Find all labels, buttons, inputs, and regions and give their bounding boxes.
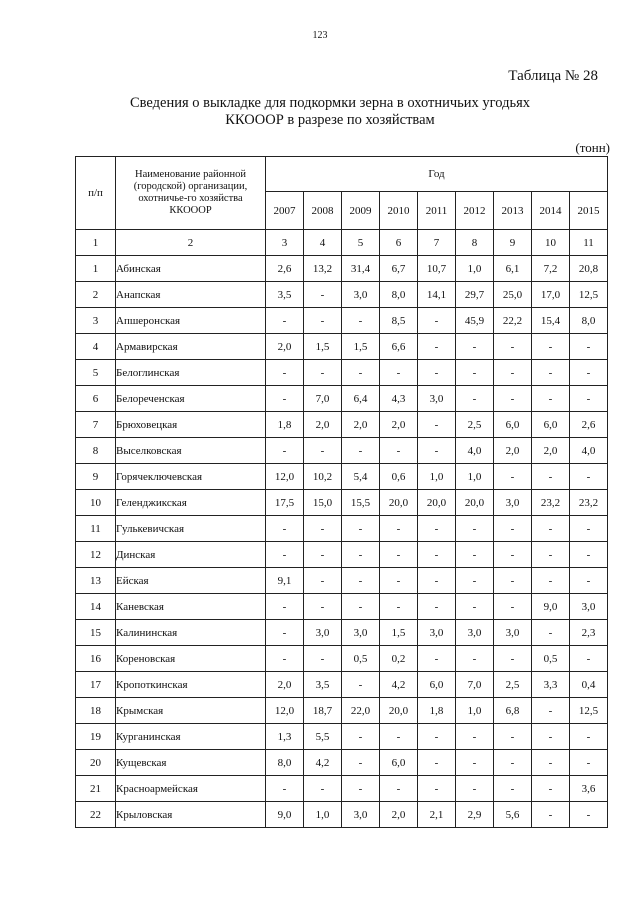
value-cell: - xyxy=(380,516,418,542)
header-name: Наименование районной (городской) организации, охотничье-го хозяйства ККОООР xyxy=(116,157,266,230)
row-name-cell: Динская xyxy=(116,542,266,568)
table-row xyxy=(76,464,608,490)
value-cell: - xyxy=(570,750,608,776)
row-number-cell: 21 xyxy=(76,776,116,802)
value-cell: 6,0 xyxy=(418,672,456,698)
row-name-cell: Кущевская xyxy=(116,750,266,776)
value-cell: - xyxy=(418,542,456,568)
value-cell: - xyxy=(342,308,380,334)
value-cell: 12,0 xyxy=(266,464,304,490)
value-cell: 3,5 xyxy=(266,282,304,308)
value-cell: - xyxy=(532,386,570,412)
value-cell: - xyxy=(380,360,418,386)
value-cell: 2,6 xyxy=(266,256,304,282)
row-number-cell: 11 xyxy=(76,516,116,542)
value-cell: - xyxy=(266,594,304,620)
table-row xyxy=(76,490,608,516)
page-number: 123 xyxy=(312,30,328,41)
table-row xyxy=(76,334,608,360)
value-cell: - xyxy=(418,334,456,360)
value-cell: - xyxy=(380,438,418,464)
value-cell: 1,0 xyxy=(456,464,494,490)
data-table xyxy=(75,156,608,828)
value-cell: - xyxy=(304,308,342,334)
value-cell: - xyxy=(570,334,608,360)
row-name-cell: Крыловская xyxy=(116,802,266,828)
value-cell: - xyxy=(570,646,608,672)
row-number-cell: 13 xyxy=(76,568,116,594)
value-cell: 2,3 xyxy=(570,620,608,646)
value-cell: - xyxy=(304,646,342,672)
value-cell: 12,0 xyxy=(266,698,304,724)
value-cell: - xyxy=(342,542,380,568)
value-cell: 6,0 xyxy=(380,750,418,776)
value-cell: - xyxy=(304,438,342,464)
value-cell: 1,3 xyxy=(266,724,304,750)
value-cell: - xyxy=(494,360,532,386)
header-year-2009: 2009 xyxy=(342,192,380,230)
value-cell: 15,5 xyxy=(342,490,380,516)
value-cell: 8,0 xyxy=(266,750,304,776)
column-number-cell: 7 xyxy=(418,230,456,256)
column-number-cell: 3 xyxy=(266,230,304,256)
row-name-cell: Белоглинская xyxy=(116,360,266,386)
table-row xyxy=(76,568,608,594)
value-cell: - xyxy=(494,724,532,750)
header-year-2012: 2012 xyxy=(456,192,494,230)
value-cell: - xyxy=(418,646,456,672)
title-line-1: Сведения о выкладке для подкормки зерна в охотничьих угодьях xyxy=(129,95,530,111)
value-cell: 8,0 xyxy=(380,282,418,308)
value-cell: - xyxy=(418,516,456,542)
table-row xyxy=(76,256,608,282)
table-row xyxy=(76,386,608,412)
value-cell: 9,0 xyxy=(532,594,570,620)
table-row xyxy=(76,308,608,334)
row-number-cell: 17 xyxy=(76,672,116,698)
value-cell: 6,7 xyxy=(380,256,418,282)
value-cell: 17,5 xyxy=(266,490,304,516)
table-row xyxy=(76,412,608,438)
value-cell: 22,2 xyxy=(494,308,532,334)
table-row xyxy=(76,516,608,542)
row-name-cell: Гулькевичская xyxy=(116,516,266,542)
value-cell: 20,0 xyxy=(456,490,494,516)
row-name-cell: Выселковская xyxy=(116,438,266,464)
value-cell: - xyxy=(570,568,608,594)
value-cell: - xyxy=(532,620,570,646)
value-cell: 6,0 xyxy=(494,412,532,438)
unit-note: (тонн) xyxy=(575,140,610,155)
column-number-cell: 6 xyxy=(380,230,418,256)
value-cell: - xyxy=(418,724,456,750)
value-cell: 10,7 xyxy=(418,256,456,282)
value-cell: - xyxy=(418,412,456,438)
column-number-cell: 11 xyxy=(570,230,608,256)
value-cell: 2,5 xyxy=(456,412,494,438)
value-cell: 0,4 xyxy=(570,672,608,698)
value-cell: - xyxy=(532,464,570,490)
row-number-cell: 6 xyxy=(76,386,116,412)
value-cell: 15,4 xyxy=(532,308,570,334)
row-number-cell: 18 xyxy=(76,698,116,724)
value-cell: - xyxy=(342,438,380,464)
value-cell: - xyxy=(456,594,494,620)
value-cell: - xyxy=(266,516,304,542)
row-name-cell: Армавирская xyxy=(116,334,266,360)
value-cell: - xyxy=(418,308,456,334)
value-cell: - xyxy=(380,542,418,568)
value-cell: 2,0 xyxy=(380,802,418,828)
value-cell: - xyxy=(570,542,608,568)
header-year-group: Год xyxy=(266,157,608,192)
value-cell: - xyxy=(532,776,570,802)
value-cell: 29,7 xyxy=(456,282,494,308)
value-cell: 2,0 xyxy=(342,412,380,438)
value-cell: 20,0 xyxy=(380,490,418,516)
row-name-cell: Красноармейская xyxy=(116,776,266,802)
value-cell: - xyxy=(456,724,494,750)
value-cell: 3,0 xyxy=(342,282,380,308)
row-number-cell: 8 xyxy=(76,438,116,464)
value-cell: - xyxy=(494,646,532,672)
table-row xyxy=(76,594,608,620)
row-name-cell: Ейская xyxy=(116,568,266,594)
row-name-cell: Абинская xyxy=(116,256,266,282)
value-cell: - xyxy=(570,386,608,412)
value-cell: - xyxy=(494,386,532,412)
value-cell: 3,6 xyxy=(570,776,608,802)
column-number-cell: 5 xyxy=(342,230,380,256)
row-number-cell: 19 xyxy=(76,724,116,750)
value-cell: 2,0 xyxy=(266,334,304,360)
value-cell: 1,5 xyxy=(304,334,342,360)
value-cell: 6,6 xyxy=(380,334,418,360)
value-cell: - xyxy=(418,750,456,776)
row-number-cell: 1 xyxy=(76,256,116,282)
value-cell: 3,3 xyxy=(532,672,570,698)
value-cell: 2,0 xyxy=(494,438,532,464)
value-cell: 3,0 xyxy=(418,620,456,646)
value-cell: 4,3 xyxy=(380,386,418,412)
row-number-cell: 5 xyxy=(76,360,116,386)
value-cell: 1,8 xyxy=(266,412,304,438)
value-cell: 3,0 xyxy=(494,490,532,516)
value-cell: 4,2 xyxy=(304,750,342,776)
value-cell: 2,0 xyxy=(380,412,418,438)
value-cell: 22,0 xyxy=(342,698,380,724)
title-line-2: ККОООР в разрезе по хозяйствам xyxy=(225,112,435,128)
value-cell: - xyxy=(342,750,380,776)
table-row xyxy=(76,672,608,698)
row-name-cell: Брюховецкая xyxy=(116,412,266,438)
value-cell: - xyxy=(380,594,418,620)
header-year-2008: 2008 xyxy=(304,192,342,230)
table-row xyxy=(76,724,608,750)
column-number-cell: 10 xyxy=(532,230,570,256)
header-year-2007: 2007 xyxy=(266,192,304,230)
column-number-cell: 8 xyxy=(456,230,494,256)
column-number-cell: 2 xyxy=(116,230,266,256)
value-cell: 1,0 xyxy=(456,256,494,282)
value-cell: - xyxy=(456,516,494,542)
value-cell: 2,0 xyxy=(304,412,342,438)
value-cell: - xyxy=(342,672,380,698)
value-cell: - xyxy=(342,594,380,620)
value-cell: 1,5 xyxy=(342,334,380,360)
row-name-cell: Кореновская xyxy=(116,646,266,672)
value-cell: - xyxy=(380,724,418,750)
value-cell: - xyxy=(304,542,342,568)
value-cell: 4,0 xyxy=(456,438,494,464)
value-cell: - xyxy=(494,334,532,360)
value-cell: - xyxy=(532,802,570,828)
row-number-cell: 9 xyxy=(76,464,116,490)
value-cell: - xyxy=(304,594,342,620)
value-cell: 8,5 xyxy=(380,308,418,334)
value-cell: 31,4 xyxy=(342,256,380,282)
value-cell: - xyxy=(304,516,342,542)
table-label: Таблица № 28 xyxy=(508,68,598,84)
value-cell: - xyxy=(494,542,532,568)
row-name-cell: Кропоткинская xyxy=(116,672,266,698)
value-cell: 45,9 xyxy=(456,308,494,334)
row-number-cell: 2 xyxy=(76,282,116,308)
value-cell: 8,0 xyxy=(570,308,608,334)
value-cell: - xyxy=(494,594,532,620)
value-cell: 23,2 xyxy=(570,490,608,516)
value-cell: 3,0 xyxy=(456,620,494,646)
table-row xyxy=(76,750,608,776)
table-row xyxy=(76,698,608,724)
value-cell: 1,0 xyxy=(418,464,456,490)
row-name-cell: Крымская xyxy=(116,698,266,724)
column-number-cell: 4 xyxy=(304,230,342,256)
value-cell: 9,1 xyxy=(266,568,304,594)
value-cell: - xyxy=(266,308,304,334)
value-cell: - xyxy=(532,750,570,776)
row-name-cell: Геленджикская xyxy=(116,490,266,516)
value-cell: - xyxy=(418,360,456,386)
value-cell: 25,0 xyxy=(494,282,532,308)
value-cell: - xyxy=(266,646,304,672)
value-cell: 13,2 xyxy=(304,256,342,282)
value-cell: - xyxy=(456,334,494,360)
value-cell: 0,2 xyxy=(380,646,418,672)
value-cell: 5,5 xyxy=(304,724,342,750)
row-name-cell: Апшеронская xyxy=(116,308,266,334)
value-cell: - xyxy=(570,724,608,750)
value-cell: - xyxy=(418,438,456,464)
value-cell: 7,2 xyxy=(532,256,570,282)
value-cell: - xyxy=(456,568,494,594)
value-cell: - xyxy=(456,386,494,412)
value-cell: - xyxy=(494,568,532,594)
value-cell: 3,5 xyxy=(304,672,342,698)
value-cell: - xyxy=(342,724,380,750)
row-number-cell: 4 xyxy=(76,334,116,360)
table-row xyxy=(76,802,608,828)
table-row xyxy=(76,646,608,672)
header-year-2010: 2010 xyxy=(380,192,418,230)
row-number-cell: 14 xyxy=(76,594,116,620)
value-cell: - xyxy=(570,516,608,542)
value-cell: - xyxy=(304,568,342,594)
value-cell: - xyxy=(418,776,456,802)
header-year-2014: 2014 xyxy=(532,192,570,230)
value-cell: - xyxy=(570,464,608,490)
header-year-2015: 2015 xyxy=(570,192,608,230)
value-cell: 3,0 xyxy=(418,386,456,412)
value-cell: - xyxy=(380,776,418,802)
value-cell: - xyxy=(266,386,304,412)
column-number-cell: 1 xyxy=(76,230,116,256)
value-cell: - xyxy=(266,360,304,386)
row-number-cell: 20 xyxy=(76,750,116,776)
value-cell: 0,5 xyxy=(342,646,380,672)
value-cell: 3,0 xyxy=(570,594,608,620)
value-cell: - xyxy=(304,282,342,308)
table-row xyxy=(76,776,608,802)
value-cell: - xyxy=(266,542,304,568)
table-row xyxy=(76,620,608,646)
value-cell: 2,5 xyxy=(494,672,532,698)
value-cell: 6,1 xyxy=(494,256,532,282)
value-cell: - xyxy=(532,516,570,542)
value-cell: - xyxy=(494,750,532,776)
value-cell: - xyxy=(532,724,570,750)
value-cell: 2,1 xyxy=(418,802,456,828)
value-cell: - xyxy=(418,568,456,594)
value-cell: 20,0 xyxy=(418,490,456,516)
value-cell: 1,8 xyxy=(418,698,456,724)
value-cell: 3,0 xyxy=(342,802,380,828)
row-name-cell: Калининская xyxy=(116,620,266,646)
value-cell: 20,8 xyxy=(570,256,608,282)
value-cell: 2,9 xyxy=(456,802,494,828)
value-cell: - xyxy=(418,594,456,620)
value-cell: 4,0 xyxy=(570,438,608,464)
value-cell: 12,5 xyxy=(570,282,608,308)
value-cell: 20,0 xyxy=(380,698,418,724)
value-cell: 17,0 xyxy=(532,282,570,308)
row-number-cell: 3 xyxy=(76,308,116,334)
value-cell: 1,5 xyxy=(380,620,418,646)
header-year-2013: 2013 xyxy=(494,192,532,230)
value-cell: - xyxy=(532,360,570,386)
header-np: п/п xyxy=(76,157,116,230)
document-title xyxy=(60,95,600,129)
value-cell: - xyxy=(532,334,570,360)
row-number-cell: 7 xyxy=(76,412,116,438)
row-name-cell: Курганинская xyxy=(116,724,266,750)
value-cell: 9,0 xyxy=(266,802,304,828)
value-cell: 3,0 xyxy=(342,620,380,646)
value-cell: - xyxy=(456,360,494,386)
column-number-cell: 9 xyxy=(494,230,532,256)
value-cell: 1,0 xyxy=(304,802,342,828)
value-cell: - xyxy=(456,646,494,672)
row-name-cell: Каневская xyxy=(116,594,266,620)
value-cell: - xyxy=(380,568,418,594)
value-cell: - xyxy=(342,568,380,594)
row-number-cell: 12 xyxy=(76,542,116,568)
row-name-cell: Горячеключевская xyxy=(116,464,266,490)
value-cell: 3,0 xyxy=(304,620,342,646)
value-cell: 2,0 xyxy=(266,672,304,698)
value-cell: 5,4 xyxy=(342,464,380,490)
row-number-cell: 10 xyxy=(76,490,116,516)
value-cell: 1,0 xyxy=(456,698,494,724)
value-cell: 7,0 xyxy=(456,672,494,698)
value-cell: 0,6 xyxy=(380,464,418,490)
row-number-cell: 22 xyxy=(76,802,116,828)
value-cell: 2,6 xyxy=(570,412,608,438)
value-cell: 12,5 xyxy=(570,698,608,724)
value-cell: - xyxy=(266,620,304,646)
value-cell: 10,2 xyxy=(304,464,342,490)
value-cell: 23,2 xyxy=(532,490,570,516)
value-cell: 6,4 xyxy=(342,386,380,412)
value-cell: - xyxy=(266,776,304,802)
value-cell: 18,7 xyxy=(304,698,342,724)
value-cell: - xyxy=(456,750,494,776)
value-cell: - xyxy=(532,568,570,594)
value-cell: - xyxy=(456,776,494,802)
row-name-cell: Белореченская xyxy=(116,386,266,412)
value-cell: 3,0 xyxy=(494,620,532,646)
value-cell: 0,5 xyxy=(532,646,570,672)
table-row xyxy=(76,360,608,386)
value-cell: - xyxy=(494,516,532,542)
value-cell: - xyxy=(266,438,304,464)
row-name-cell: Анапская xyxy=(116,282,266,308)
value-cell: - xyxy=(304,360,342,386)
value-cell: 6,8 xyxy=(494,698,532,724)
value-cell: 7,0 xyxy=(304,386,342,412)
value-cell: - xyxy=(456,542,494,568)
table-row xyxy=(76,542,608,568)
value-cell: - xyxy=(570,360,608,386)
value-cell: 14,1 xyxy=(418,282,456,308)
value-cell: 6,0 xyxy=(532,412,570,438)
value-cell: - xyxy=(494,464,532,490)
value-cell: - xyxy=(304,776,342,802)
value-cell: - xyxy=(342,776,380,802)
value-cell: 4,2 xyxy=(380,672,418,698)
value-cell: - xyxy=(532,698,570,724)
value-cell: 2,0 xyxy=(532,438,570,464)
value-cell: - xyxy=(342,516,380,542)
row-number-cell: 15 xyxy=(76,620,116,646)
table-row xyxy=(76,438,608,464)
row-number-cell: 16 xyxy=(76,646,116,672)
value-cell: - xyxy=(532,542,570,568)
value-cell: 15,0 xyxy=(304,490,342,516)
header-year-2011: 2011 xyxy=(418,192,456,230)
value-cell: 5,6 xyxy=(494,802,532,828)
table-row xyxy=(76,282,608,308)
value-cell: - xyxy=(342,360,380,386)
value-cell: - xyxy=(494,776,532,802)
value-cell: - xyxy=(570,802,608,828)
